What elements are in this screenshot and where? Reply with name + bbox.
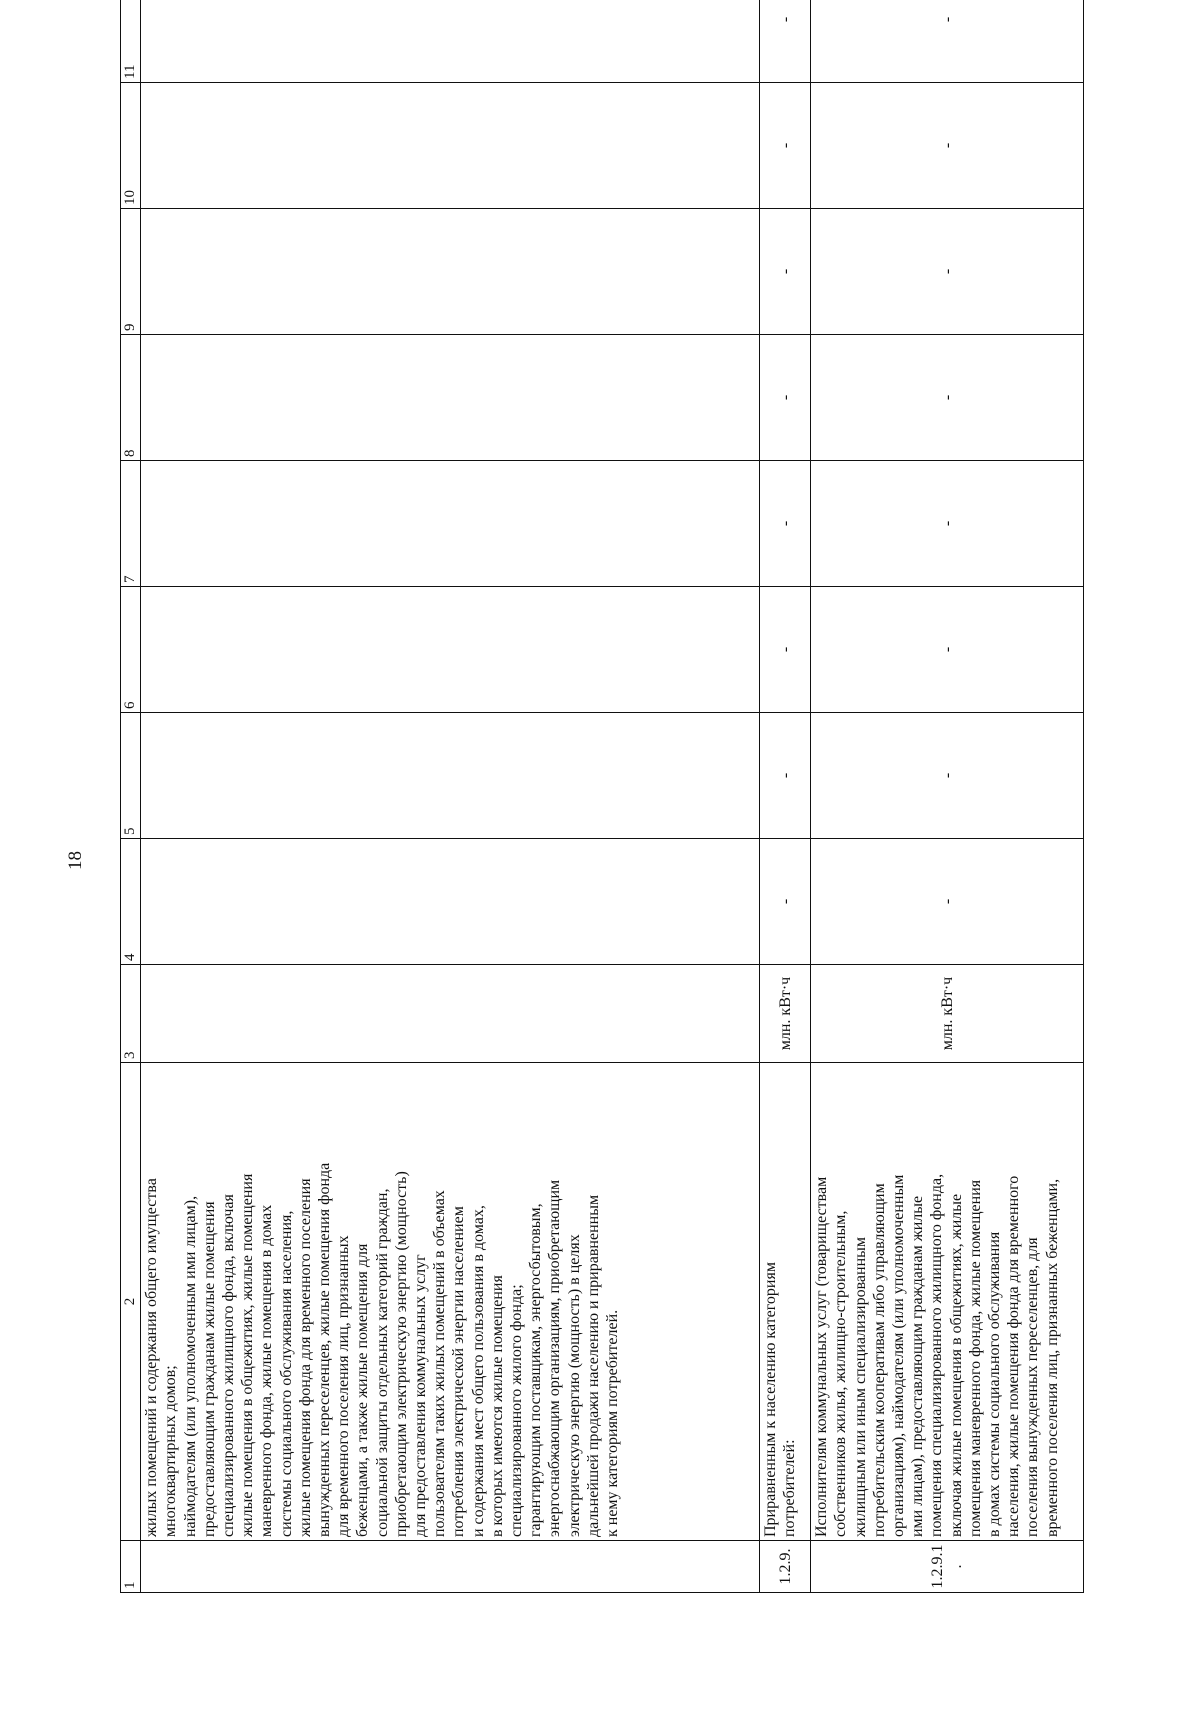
- value-cell: [141, 839, 760, 965]
- value-cell: -: [760, 587, 811, 713]
- value-cell: [141, 713, 760, 839]
- value-cell: -: [811, 0, 1084, 83]
- value-cell: [141, 209, 760, 335]
- column-header: 6: [121, 587, 141, 713]
- row-unit: млн. кВт·ч: [760, 965, 811, 1063]
- row-unit: млн. кВт·ч: [811, 965, 1084, 1063]
- value-cell: -: [760, 713, 811, 839]
- row-code: [141, 1541, 760, 1593]
- value-cell: -: [760, 461, 811, 587]
- value-cell: -: [811, 83, 1084, 209]
- row-description: Исполнителям коммунальных услуг (товариществам собственников жилья, жилищно-строительным, жилищным или иным специализированным потребительским кооперативам либо управляющим организациям), наймодателям (или уполномоченным ими лицам), предоставляющим гражданам жилые помещения специализированного жилищного фонда, включая жилые помещения в общежитиях, жилые помещения маневренного фонда, жилые помещения в домах системы социального обслуживания населения, жилые помещения фонда для временного поселения вынужденных переселенцев, для временного поселения лиц, признанных беженцами,: [811, 1063, 1084, 1541]
- value-cell: -: [760, 839, 811, 965]
- column-header: 3: [121, 965, 141, 1063]
- column-number-row: [121, 0, 141, 1593]
- value-cell: -: [760, 335, 811, 461]
- value-cell: -: [811, 461, 1084, 587]
- column-header: 5: [121, 713, 141, 839]
- rotated-table-page: [120, 16, 1080, 1593]
- page-number: 18: [65, 851, 86, 870]
- value-cell: [141, 461, 760, 587]
- row-code: 1.2.9.: [760, 1541, 811, 1593]
- row-unit: [141, 965, 760, 1063]
- value-cell: [141, 335, 760, 461]
- table-row: [811, 0, 1084, 1593]
- data-table: [120, 0, 1084, 1593]
- value-cell: -: [811, 713, 1084, 839]
- value-cell: -: [760, 209, 811, 335]
- column-header: 2: [121, 1063, 141, 1541]
- column-header: 1: [121, 1541, 141, 1593]
- value-cell: -: [811, 839, 1084, 965]
- value-cell: [141, 587, 760, 713]
- value-cell: -: [811, 335, 1084, 461]
- table-row: [760, 0, 811, 1593]
- column-header: 10: [121, 83, 141, 209]
- column-header: 7: [121, 461, 141, 587]
- row-code: 1.2.9.1.: [811, 1541, 1084, 1593]
- value-cell: -: [811, 587, 1084, 713]
- column-header: 8: [121, 335, 141, 461]
- value-cell: -: [760, 83, 811, 209]
- row-description: Приравненным к населению категориям потребителей:: [760, 1063, 811, 1541]
- value-cell: [141, 0, 760, 83]
- table-row: [141, 0, 760, 1593]
- column-header: 11: [121, 0, 141, 83]
- value-cell: -: [760, 0, 811, 83]
- row-description: жилых помещений и содержания общего имущества многоквартирных домов; наймодателям (или уполномоченным ими лицам), предоставляющим гражданам жилые помещения специализированного жилищного фонда, включая жилые помещения в общежитиях, жилые помещения маневренного фонда, жилые помещения в домах системы социального обслуживания населения, жилые помещения фонда для временного поселения вынужденных переселенцев, жилые помещения фонда для временного поселения лиц, признанных беженцами, а также жилые помещения для социальной защиты отдельных категорий граждан, приобретающим электрическую энергию (мощность) для предоставления коммунальных услуг пользователям таких жилых помещений в объемах потребления электрической энергии населением и содержания мест общего пользования в домах, в которых имеются жилые помещения специализированного жилого фонда; гарантирующим поставщикам, энергосбытовым, энергоснабжающим организациям, приобретающим электрическую энергию (мощность) в целях дальнейшей продажи населению и приравненным к нему категориям потребителей.: [141, 1063, 760, 1541]
- column-header: 9: [121, 209, 141, 335]
- value-cell: [141, 83, 760, 209]
- column-header: 4: [121, 839, 141, 965]
- value-cell: -: [811, 209, 1084, 335]
